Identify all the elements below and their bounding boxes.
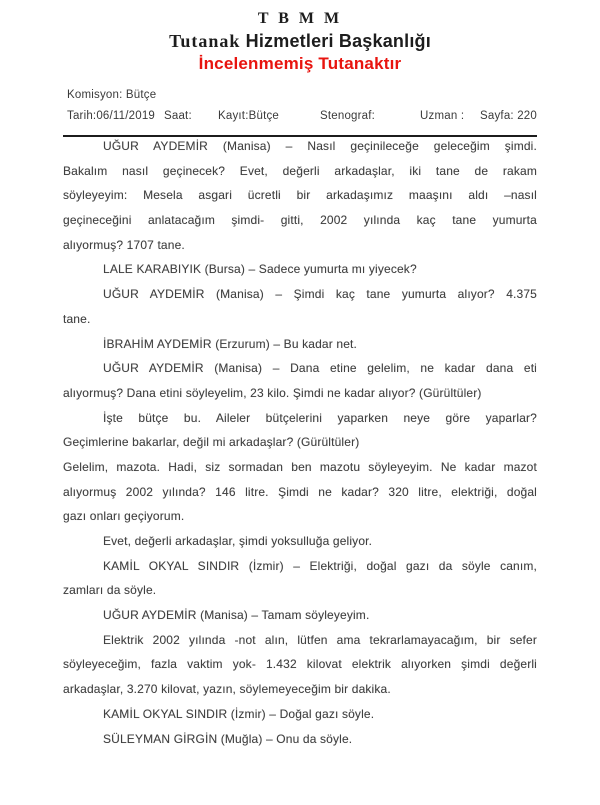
- transcript-paragraph: [63, 727, 537, 752]
- org-title: T B M M: [257, 10, 343, 27]
- transcript-paragraph: [63, 282, 537, 331]
- transcript-line: İBRAHİM AYDEMİR (Erzurum) – Bu kadar net.: [103, 336, 357, 351]
- transcript-line: UĞUR AYDEMİR (Manisa) – Tamam söyleyeyim.: [103, 608, 370, 623]
- transcript-line: Evet, değerli arkadaşlar, şimdi yoksulluğa geliyor.: [103, 534, 373, 548]
- transcript-line: söyleyeyim: Mesela asgari ücretli bir arkadaşımız maaşını aldı –nasıl: [63, 188, 537, 203]
- transcript-line: Geçimlerine bakarlar, değil mi arkadaşlar? (Gürültüler): [63, 435, 360, 450]
- transcript-line: alıyormuş? 1707 tane.: [63, 237, 185, 252]
- transcript-paragraph: [63, 554, 537, 603]
- transcript-paragraph: [63, 356, 537, 405]
- transcript-line: söyleyeceğim, fazla vaktim yok- 1.432 kilovat elektrik alıyorken şimdi değerli: [63, 657, 537, 672]
- unreviewed-status-line: İncelenmemiş Tutanaktır: [198, 54, 402, 73]
- transcript-line: İşte bütçe bu. Aileler bütçelerini yaparken neye göre yaparlar?: [103, 410, 537, 425]
- transcript-paragraph: [63, 257, 537, 282]
- transcript-line: KAMİL OKYAL SINDIR (İzmir) – Elektriği, doğal gazı da söyle canım,: [103, 558, 537, 573]
- transcript-line: UĞUR AYDEMİR (Manisa) – Şimdi kaç tane yumurta alıyor? 4.375: [103, 287, 537, 302]
- transcript-line: SÜLEYMAN GİRGİN (Muğla) – Onu da söyle.: [103, 731, 353, 746]
- transcript-line: Elektrik 2002 yılında -not alın, lütfen ama tekrarlamayacağım, bir sefer: [103, 632, 537, 647]
- transcript-line: Gelelim, mazota. Hadi, siz sormadan ben mazotu söyleyeyim. Ne kadar mazot: [63, 459, 537, 474]
- kayit-label: Kayıt:Bütçe: [218, 110, 280, 122]
- transcript-paragraph: [63, 406, 537, 455]
- transcript-line: UĞUR AYDEMİR (Manisa) – Dana etine gelelim, ne kadar dana eti: [103, 361, 537, 376]
- transcript-line: arkadaşlar, 3.270 kilovat, yazın, söylemeyeceğim bir dakika.: [63, 682, 391, 697]
- tarih-label: Tarih:06/11/2019: [67, 110, 156, 122]
- document-header: [0, 8, 600, 75]
- komisyon-label: Komisyon: Bütçe: [67, 89, 157, 101]
- transcript-line: KAMİL OKYAL SINDIR (İzmir) – Doğal gazı söyle.: [103, 706, 375, 721]
- transcript-paragraph: [63, 134, 537, 257]
- transcript-paragraph: [63, 529, 537, 554]
- dept-title: [0, 30, 600, 53]
- transcript-line: Bakalım nasıl geçinecek? Evet, değerli arkadaşlar, iki tane de rakam: [63, 163, 537, 178]
- meta-block: [63, 88, 537, 137]
- stenograf-label: Stenograf:: [320, 110, 376, 122]
- transcript-line: LALE KARABIYIK (Bursa) – Sadece yumurta mı yiyecek?: [103, 262, 417, 277]
- transcript-line: gazı onları geçiyorum.: [63, 509, 185, 524]
- uzman-label: Uzman :: [420, 110, 465, 122]
- dept-title-sans-part: Hizmetleri Başkanlığı: [245, 31, 431, 51]
- transcript-line: alıyormuş 2002 yılında? 146 litre. Şimdi ne kadar? 320 litre, elektriği, doğal: [63, 484, 537, 499]
- dept-title-serif-part: Tutanak: [169, 31, 241, 51]
- transcript-line: geçineceğini anlatacağım şimdi- gitti, 2002 yılında kaç tane yumurta: [63, 213, 537, 228]
- meta-row-komisyon: [63, 88, 537, 109]
- transcript-line: tane.: [63, 311, 91, 326]
- transcript-line: zamları da söyle.: [63, 583, 157, 598]
- transcript-line: UĞUR AYDEMİR (Manisa) – Nasıl geçinileceğe geleceğim şimdi.: [103, 139, 537, 153]
- transcript-paragraph: [63, 455, 537, 529]
- sayfa-label: Sayfa: 220: [480, 110, 537, 122]
- transcript-paragraph: [63, 603, 537, 628]
- transcript-line: alıyormuş? Dana etini söyleyelim, 23 kilo. Şimdi ne kadar alıyor? (Gürültüler): [63, 385, 482, 400]
- meta-row-details: [63, 109, 537, 135]
- saat-label: Saat:: [164, 110, 192, 122]
- transcript-paragraph: [63, 332, 537, 357]
- transcript-paragraph: [63, 702, 537, 727]
- transcript-body: [63, 134, 537, 751]
- transcript-paragraph: [63, 628, 537, 702]
